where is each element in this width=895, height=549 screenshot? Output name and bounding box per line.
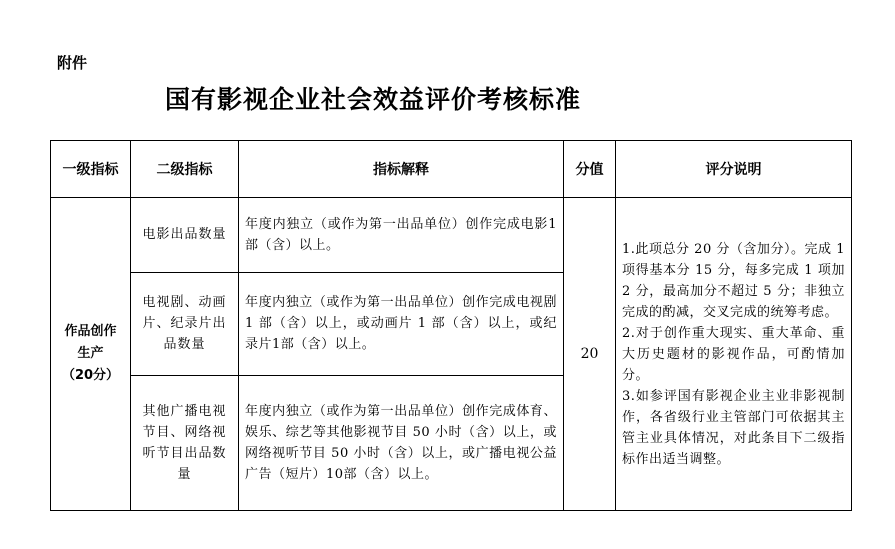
score-cell: 20	[564, 198, 616, 511]
category-line-2: 生产	[77, 346, 104, 362]
scoring-notes-cell	[616, 198, 852, 511]
level2-cell: 电视剧、动画片、纪录片出品数量	[131, 272, 239, 376]
table-header-row	[51, 141, 852, 198]
scoring-note: 1.此项总分 20 分（含加分）。完成 1 项得基本分 15 分，每多完成 1 项加 2 分，最高加分不超过 5 分；非独立完成的酌减，交叉完成的统筹考虑。	[622, 241, 845, 320]
category-line-1: 作品创作	[64, 324, 117, 340]
explanation-cell: 年度内独立（或作为第一出品单位）创作完成电视剧 1 部（含）以上，或动画片 1 部（含）以上，或纪录片1部（含）以上。	[239, 272, 564, 376]
scoring-note: 3.如参评国有影视企业主业非影视制作，各省级行业主管部门可依据其主管主业具体情况，对此条目下二级指标作出适当调整。	[622, 388, 845, 467]
scoring-note: 2.对于创作重大现实、重大革命、重大历史题材的影视作品，可酌情加分。	[622, 325, 845, 383]
header-explanation: 指标解释	[239, 141, 564, 198]
category-line-3: （20分）	[61, 368, 120, 384]
attachment-label: 附件	[57, 54, 88, 72]
level1-category-cell	[51, 198, 131, 511]
header-level1: 一级指标	[51, 141, 131, 198]
header-scoring-notes: 评分说明	[616, 141, 852, 198]
level2-cell: 其他广播电视节目、网络视听节目出品数量	[131, 376, 239, 511]
document-title: 国有影视企业社会效益评价考核标准	[165, 85, 582, 114]
header-score: 分值	[564, 141, 616, 198]
table-row	[51, 198, 852, 272]
explanation-cell: 年度内独立（或作为第一出品单位）创作完成电影1部（含）以上。	[239, 198, 564, 272]
header-level2: 二级指标	[131, 141, 239, 198]
evaluation-table	[50, 140, 852, 511]
explanation-cell: 年度内独立（或作为第一出品单位）创作完成体育、娱乐、综艺等其他影视节目 50 小时（含）以上，或网络视听节目 50 小时（含）以上，或广播电视公益广告（短片）10部（含）以上。	[239, 376, 564, 511]
level2-cell: 电影出品数量	[131, 198, 239, 272]
